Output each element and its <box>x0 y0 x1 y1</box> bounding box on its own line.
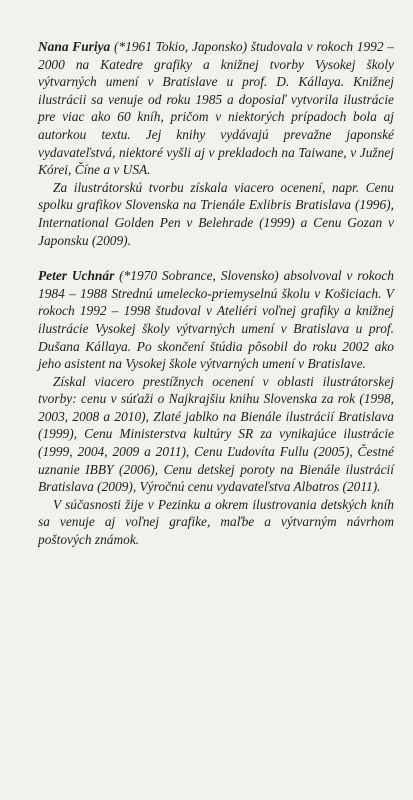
bio-paragraph <box>38 38 394 179</box>
bio-text: (*1961 Tokio, Japonsko) študovala v rokoch 1992 – 2000 na Katedre grafiky a knižnej tvorby Vysokej školy výtvarných umení v Bratislave u prof. D. Kállaya. Knižnej ilustrácii sa venuje od roku 1985 a doposiaľ vytvorila ilustrácie pre viac ako 60 kníh, pričom v niektorých prípadoch bola aj autorkou textu. Jej knihy vydávajú prevažne japonské vydavateľstvá, niektoré vyšli aj v prekladoch na Taiwane, v Južnej Kórei, Číne a v USA. <box>38 39 394 178</box>
bio-paragraph: V súčasnosti žije v Pezinku a okrem ilustrovania detských kníh sa venuje aj voľnej grafike, maľbe a výtvarným návrhom poštových známok. <box>38 496 394 548</box>
author-name: Peter Uchnár <box>38 268 115 284</box>
bio-peter-uchnar <box>38 267 394 549</box>
author-name: Nana Furiya <box>38 39 111 54</box>
bio-paragraph <box>38 267 394 373</box>
bio-paragraph: Získal viacero prestížnych ocenení v oblasti ilustrátorskej tvorby: cenu v súťaži o Najkrajšiu knihu Slovenska za rok (1998, 2003, 2008 a 2010), Zlaté jablko na Bienále ilustrácií Bratislava (1999), Cenu Ministerstva kultúry SR za vynikajúce ilustrácie (1999, 2004, 2009 a 2011), Cenu Ľudovíta Fullu (2005), Čestné uznanie IBBY (2006), Cenu detskej poroty na Bienále ilustrácií Bratislava (2009), Výročnú cenu vydavateľstva Albatros (2011). <box>38 373 394 495</box>
bio-text: (*1970 Sobrance, Slovensko) absolvoval v rokoch 1984 – 1988 Strednú umelecko-priemyselnú školu v Košiciach. V rokoch 1992 – 1998 študoval v Ateliéri voľnej grafiky a knižnej ilustrácie Vysokej školy výtvarných umení v Bratislava u prof. Dušana Kállaya. Po skončení štúdia pôsobil do roku 2002 ako jeho asistent na Vysokej škole výtvarných umení v Bratislave. <box>38 268 394 372</box>
bio-nana-furiya <box>38 38 394 249</box>
bio-paragraph: Za ilustrátorskú tvorbu získala viacero ocenení, napr. Cenu spolku grafikov Slovenska na Trienále Exlibris Bratislava (1996), International Golden Pen v Belehrade (1999) a Cenu Gozan v Japonsku (2009). <box>38 179 394 248</box>
